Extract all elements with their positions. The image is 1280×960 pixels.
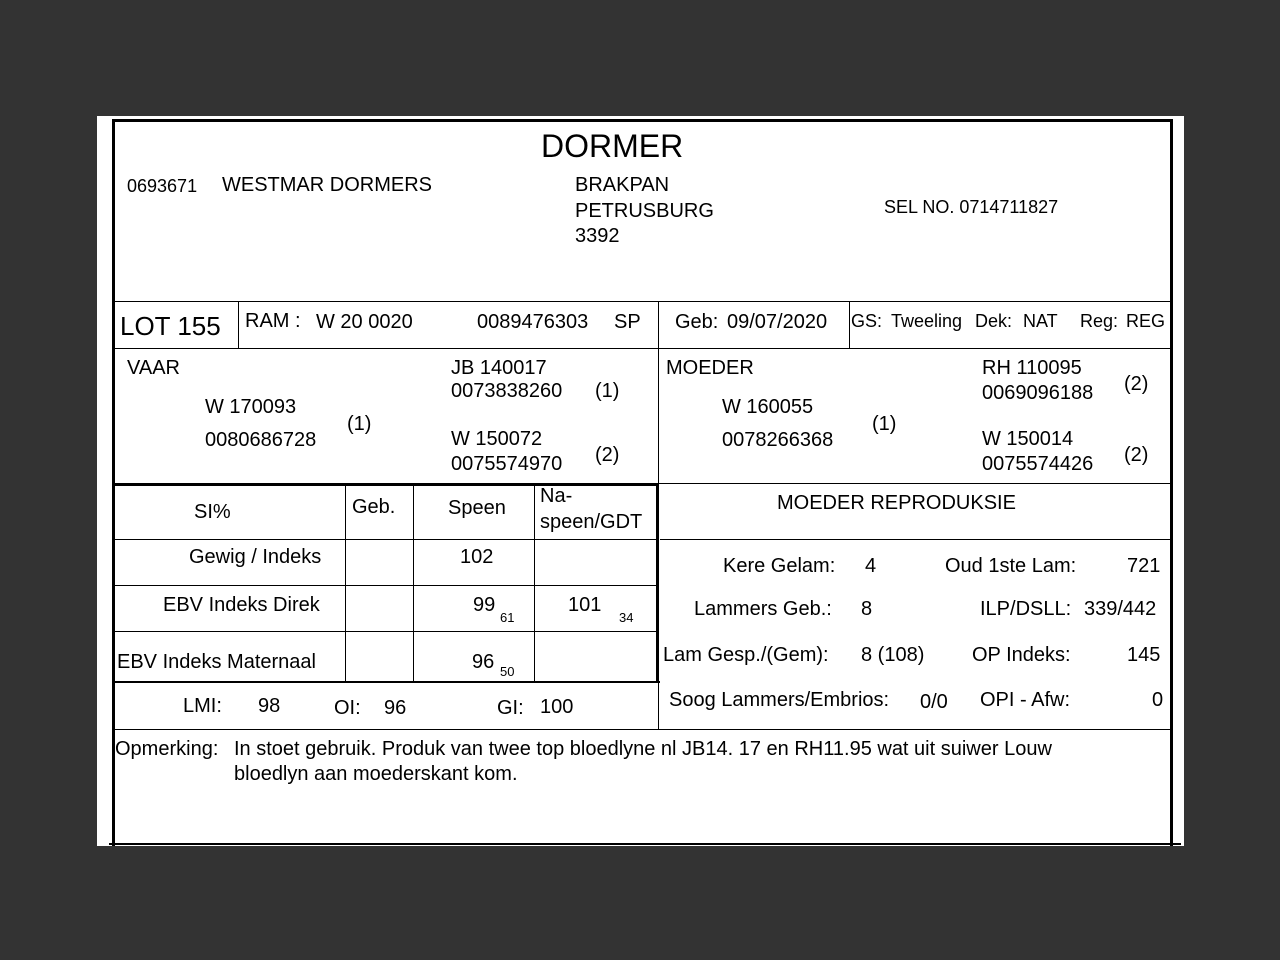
sire-father-id: JB 140017 — [451, 357, 547, 379]
oi-value: 96 — [384, 697, 407, 719]
sire-father-reg: 0073838260 — [451, 380, 563, 402]
direk-na-sub: 34 — [619, 610, 634, 625]
rule — [114, 631, 657, 632]
gs-value: Tweeling — [891, 311, 963, 331]
ram-id: W 20 0020 — [316, 311, 413, 333]
catalogue-sheet — [97, 116, 1184, 846]
maternaal-speen: 96 — [472, 651, 495, 673]
rule — [114, 301, 1172, 302]
remark-line1: In stoet gebruik. Produk van twee top bloedlyne nl JB14. 17 en RH11.95 wat uit suiwer Louw — [234, 738, 1052, 760]
lmi-label: LMI: — [183, 695, 222, 717]
op-label: OP Indeks: — [972, 644, 1071, 666]
soog-label: Soog Lammers/Embrios: — [669, 689, 890, 711]
lmi-value: 98 — [258, 695, 281, 717]
breed-title: DORMER — [541, 128, 684, 164]
geb-header: Geb. — [352, 496, 396, 518]
address-line3: 3392 — [575, 225, 620, 247]
dam-reg: 0078266368 — [722, 429, 834, 451]
dam-id: W 160055 — [722, 396, 814, 418]
opi-label: OPI - Afw: — [980, 689, 1071, 711]
lammers-label: Lammers Geb.: — [694, 598, 832, 620]
rule — [656, 484, 658, 683]
rule — [658, 302, 659, 730]
rule — [345, 486, 346, 682]
kere-label: Kere Gelam: — [723, 555, 836, 577]
dam-mother-reg: 0075574426 — [982, 453, 1094, 475]
ilp-label: ILP/DSLL: — [980, 598, 1072, 620]
remark-label: Opmerking: — [115, 738, 219, 760]
direk-label: EBV Indeks Direk — [163, 594, 320, 616]
gesp-value: 8 (108) — [861, 644, 925, 666]
gi-value: 100 — [540, 696, 574, 718]
sire-mother-reg: 0075574970 — [451, 453, 563, 475]
rule — [534, 486, 535, 682]
lot-number: LOT 155 — [120, 311, 221, 341]
maternaal-label: EBV Indeks Maternaal — [117, 651, 316, 673]
rule — [660, 539, 1172, 540]
rule — [849, 302, 850, 348]
naspeen-header-line2: speen/GDT — [540, 511, 643, 533]
maternaal-speen-sub: 50 — [500, 664, 515, 679]
reg-label: Reg: — [1080, 311, 1119, 331]
cell-number: SEL NO. 0714711827 — [884, 197, 1059, 217]
sire-label: VAAR — [127, 357, 180, 379]
reg-value: REG — [1126, 311, 1166, 331]
dam-father-id: RH 110095 — [982, 357, 1082, 379]
clipped-footer-text — [157, 844, 1137, 846]
repro-title: MOEDER REPRODUKSIE — [777, 492, 1016, 514]
oud-label: Oud 1ste Lam: — [945, 555, 1077, 577]
ram-label: RAM : — [245, 310, 301, 332]
rule — [114, 539, 657, 540]
breeder-name: WESTMAR DORMERS — [222, 174, 432, 196]
lammers-value: 8 — [861, 598, 873, 620]
sire-mother-id: W 150072 — [451, 428, 543, 450]
soog-value: 0/0 — [920, 691, 948, 713]
sire-mark: (1) — [347, 413, 372, 435]
dam-mark: (1) — [872, 413, 897, 435]
birth-label: Geb: — [675, 311, 719, 333]
dam-mother-mark: (2) — [1124, 444, 1149, 466]
direk-speen: 99 — [473, 594, 496, 616]
remark-line2: bloedlyn aan moederskant kom. — [234, 763, 518, 785]
ilp-value: 339/442 — [1084, 598, 1157, 620]
si-header: SI% — [194, 501, 231, 523]
rule — [114, 729, 1172, 730]
direk-na: 101 — [568, 594, 602, 616]
breeder-number: 0693671 — [127, 176, 198, 196]
sire-father-mark: (1) — [595, 380, 620, 402]
dam-father-mark: (2) — [1124, 373, 1149, 395]
naspeen-header-line1: Na- — [540, 485, 573, 507]
dam-father-reg: 0069096188 — [982, 382, 1094, 404]
sire-mother-mark: (2) — [595, 444, 620, 466]
oud-value: 721 — [1127, 555, 1161, 577]
birth-date: 09/07/2020 — [727, 311, 828, 333]
kere-value: 4 — [865, 555, 877, 577]
rule — [114, 681, 660, 683]
op-value: 145 — [1127, 644, 1161, 666]
dam-label: MOEDER — [666, 357, 754, 379]
dek-value: NAT — [1023, 311, 1058, 331]
speen-header: Speen — [448, 497, 506, 519]
rule — [114, 585, 657, 586]
ram-reg: 0089476303 — [477, 311, 589, 333]
gi-label: GI: — [497, 697, 524, 719]
ram-grade: SP — [614, 311, 641, 333]
frame-top — [112, 119, 1173, 122]
dam-mother-id: W 150014 — [982, 428, 1074, 450]
address-line1: BRAKPAN — [575, 174, 670, 196]
dek-label: Dek: — [975, 311, 1013, 331]
opi-value: 0 — [1152, 689, 1164, 711]
rule — [238, 302, 239, 348]
direk-speen-sub: 61 — [500, 610, 515, 625]
rule — [413, 486, 414, 682]
rule — [114, 484, 657, 486]
gs-label: GS: — [851, 311, 883, 331]
oi-label: OI: — [334, 697, 361, 719]
gewig-speen: 102 — [460, 546, 494, 568]
address-line2: PETRUSBURG — [575, 200, 714, 222]
rule — [114, 348, 1172, 349]
gewig-label: Gewig / Indeks — [189, 546, 322, 568]
gesp-label: Lam Gesp./(Gem): — [663, 644, 829, 666]
sire-reg: 0080686728 — [205, 429, 317, 451]
sire-id: W 170093 — [205, 396, 297, 418]
